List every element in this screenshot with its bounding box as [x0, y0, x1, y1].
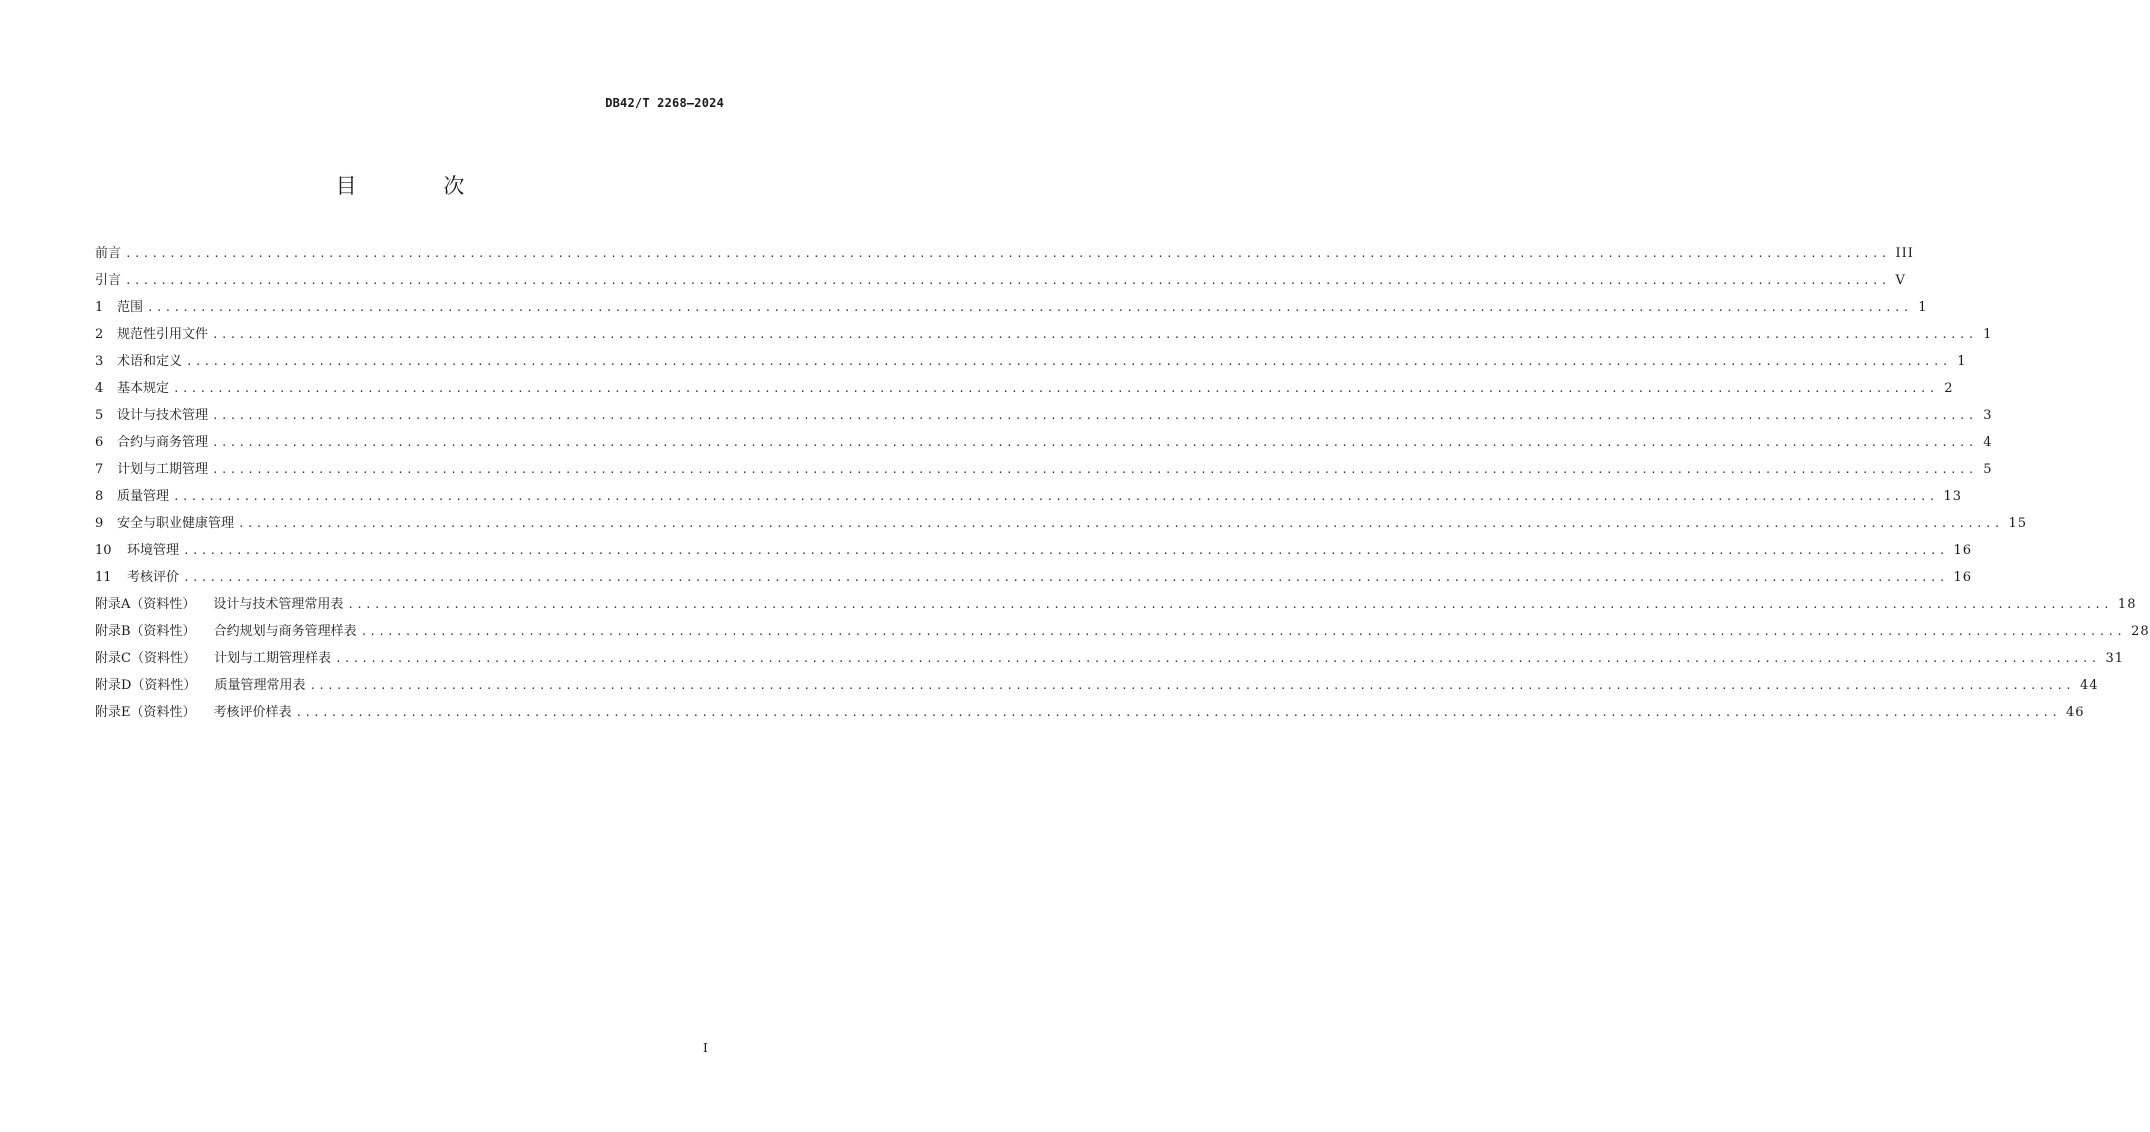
toc-entry-label [95, 348, 182, 375]
toc-dot-leader: ........................................................................................................................................................................................................ [186, 355, 1951, 368]
toc-entry-title: 范围 [117, 300, 144, 315]
toc-dot-leader: ........................................................................................................................................................................................................ [173, 490, 1938, 503]
toc-entry[interactable] [95, 645, 2125, 672]
toc-section-number: 5 [95, 408, 104, 423]
toc-section-number: 3 [95, 354, 104, 369]
toc-entry[interactable] [95, 402, 1993, 429]
toc-entry-page: 15 [2008, 516, 2028, 531]
toc-entry-label [95, 375, 169, 402]
toc-entry-label [95, 672, 305, 699]
toc-entry-label [95, 591, 343, 618]
toc-dot-leader: ........................................................................................................................................................................................................ [295, 706, 2061, 719]
toc-entry-page: 1 [1983, 327, 1993, 342]
toc-section-number: 11 [95, 570, 112, 585]
toc-entry[interactable] [95, 672, 2099, 699]
toc-entry-label [95, 402, 208, 429]
toc-entry-title: 合约规划与商务管理样表 [213, 624, 357, 639]
toc-entry-page: 44 [2079, 678, 2099, 693]
toc-entry-title: 计划与工期管理样表 [213, 651, 331, 666]
toc-entry-title: 计划与工期管理 [117, 462, 209, 477]
toc-entry-title: 质量管理常用表 [214, 678, 306, 693]
toc-dot-leader: ........................................................................................................................................................................................................ [212, 409, 1977, 422]
toc-entry[interactable] [95, 456, 1993, 483]
toc-entry-label [95, 537, 179, 564]
toc-annex-number: 附录D（资料性） [95, 678, 197, 693]
toc-entry[interactable] [95, 510, 2028, 537]
toc-section-number: 4 [95, 381, 104, 396]
toc-section-number: 6 [95, 435, 104, 450]
toc-entry[interactable] [95, 537, 1973, 564]
toc-entry-title: 规范性引用文件 [117, 327, 209, 342]
toc-entry-label [95, 483, 169, 510]
toc-dot-leader: ........................................................................................................................................................................................................ [212, 463, 1977, 476]
toc-entry-title: 安全与职业健康管理 [117, 516, 235, 531]
toc-entry-page: 2 [1944, 381, 1954, 396]
toc-dot-leader: ........................................................................................................................................................................................................ [212, 436, 1977, 449]
toc-annex-number: 附录E（资料性） [95, 705, 196, 720]
page-title: 目 次 [335, 174, 505, 198]
toc-entry-page: V [1895, 273, 1906, 288]
toc-dot-leader: ........................................................................................................................................................................................................ [183, 544, 1948, 557]
toc-entry-page: 1 [1918, 300, 1928, 315]
toc-entry-page: 31 [2105, 651, 2125, 666]
toc-dot-leader: ........................................................................................................................................................................................................ [309, 679, 2074, 692]
toc-entry-label [95, 294, 143, 321]
toc-entry-label [95, 321, 208, 348]
toc-annex-number: 附录B（资料性） [95, 624, 196, 639]
toc-entry-page: 3 [1983, 408, 1993, 423]
toc-entry-label [95, 240, 121, 267]
table-of-contents [95, 240, 2150, 726]
toc-entry-label [95, 645, 331, 672]
toc-entry[interactable] [95, 267, 1906, 294]
toc-entry[interactable] [95, 429, 1993, 456]
toc-entry[interactable] [95, 564, 1973, 591]
toc-section-number: 8 [95, 489, 104, 504]
toc-dot-leader: ........................................................................................................................................................................................................ [147, 301, 1912, 314]
toc-dot-leader: ........................................................................................................................................................................................................ [125, 247, 1890, 260]
toc-entry-label [95, 699, 292, 726]
toc-entry[interactable] [95, 591, 2137, 618]
toc-annex-number: 附录C（资料性） [95, 651, 196, 666]
toc-dot-leader: ........................................................................................................................................................................................................ [360, 625, 2126, 638]
page-number: I [703, 1041, 708, 1055]
toc-entry-page: 28 [2131, 624, 2150, 639]
toc-entry[interactable] [95, 699, 2085, 726]
toc-entry-label [95, 429, 208, 456]
toc-entry-label [95, 267, 121, 294]
toc-entry-title: 考核评价样表 [213, 705, 292, 720]
toc-section-number: 7 [95, 462, 104, 477]
toc-dot-leader: ........................................................................................................................................................................................................ [173, 382, 1938, 395]
toc-entry-title: 考核评价 [127, 570, 180, 585]
toc-dot-leader: ........................................................................................................................................................................................................ [212, 328, 1977, 341]
toc-annex-number: 附录A（资料性） [95, 597, 196, 612]
toc-entry-page: 1 [1957, 354, 1967, 369]
toc-entry-page: 4 [1983, 435, 1993, 450]
toc-entry-title: 术语和定义 [117, 354, 183, 369]
toc-entry-title: 质量管理 [117, 489, 170, 504]
toc-entry-label [95, 564, 179, 591]
document-code: DB42/T 2268—2024 [605, 96, 724, 110]
toc-dot-leader: ........................................................................................................................................................................................................ [347, 598, 2112, 611]
toc-dot-leader: ........................................................................................................................................................................................................ [125, 274, 1890, 287]
toc-entry-label [95, 510, 234, 537]
toc-dot-leader: ........................................................................................................................................................................................................ [334, 652, 2100, 665]
toc-entry-page: 46 [2066, 705, 2085, 720]
toc-entry[interactable] [95, 483, 1963, 510]
toc-entry-page: 16 [1953, 570, 1973, 585]
toc-section-number: 9 [95, 516, 104, 531]
toc-entry-page: III [1895, 246, 1914, 261]
toc-entry[interactable] [95, 321, 1993, 348]
toc-entry-page: 5 [1983, 462, 1993, 477]
toc-entry[interactable] [95, 348, 1967, 375]
toc-dot-leader: ........................................................................................................................................................................................................ [238, 517, 2003, 530]
toc-entry-title: 环境管理 [127, 543, 180, 558]
toc-entry-title: 设计与技术管理常用表 [213, 597, 344, 612]
toc-entry-title: 前言 [95, 246, 122, 261]
toc-entry-label [95, 618, 357, 645]
toc-entry[interactable] [95, 375, 1954, 402]
toc-entry[interactable] [95, 294, 1928, 321]
toc-entry-title: 合约与商务管理 [117, 435, 209, 450]
toc-dot-leader: ........................................................................................................................................................................................................ [183, 571, 1948, 584]
toc-entry-label [95, 456, 208, 483]
toc-entry-title: 引言 [95, 273, 122, 288]
toc-section-number: 1 [95, 300, 104, 315]
toc-entry-title: 基本规定 [117, 381, 170, 396]
toc-section-number: 2 [95, 327, 104, 342]
toc-entry-title: 设计与技术管理 [117, 408, 209, 423]
toc-entry-page: 13 [1943, 489, 1963, 504]
toc-section-number: 10 [95, 543, 112, 558]
toc-entry-page: 16 [1953, 543, 1973, 558]
toc-entry[interactable] [95, 618, 2150, 645]
toc-entry-page: 18 [2117, 597, 2137, 612]
toc-entry[interactable] [95, 240, 1914, 267]
